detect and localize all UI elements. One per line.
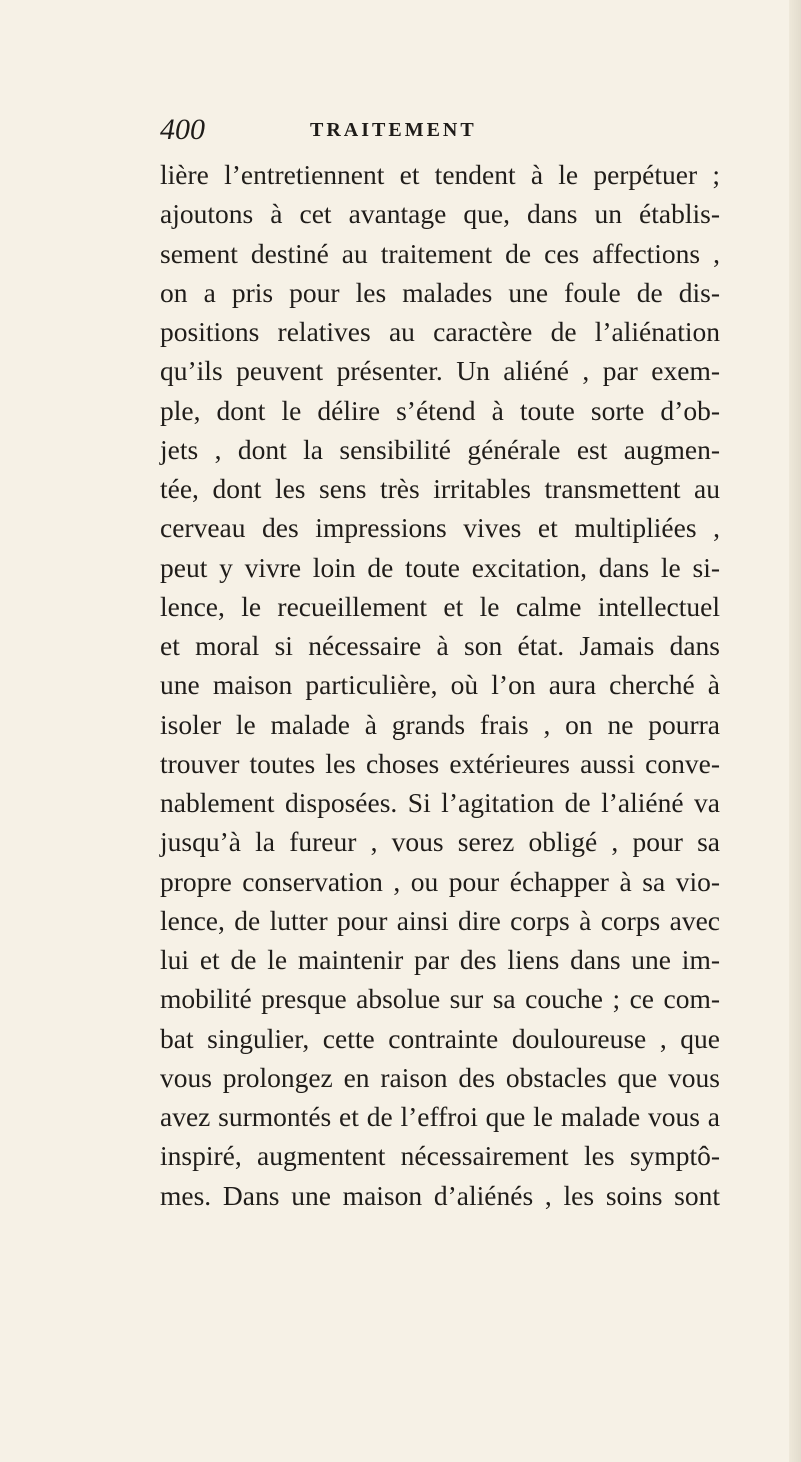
text-line: sement destiné au traitement de ces affections , xyxy=(160,237,720,269)
page-number: 400 xyxy=(160,113,205,146)
text-line: jets , dont la sensibilité générale est augmen- xyxy=(160,433,720,465)
text-line: bat singulier, cette contrainte douloureuse , que xyxy=(160,1022,720,1054)
page-edge xyxy=(789,0,801,1462)
text-line: tée, dont les sens très irritables transmettent au xyxy=(160,473,720,504)
text-line: avez surmontés et de l’effroi que le malade vous a xyxy=(160,1101,720,1132)
text-line: lence, de lutter pour ainsi dire corps à corps avec xyxy=(160,904,720,936)
text-line: vous prolongez en raison des obstacles que vous xyxy=(160,1061,720,1093)
text-line: positions relatives au caractère de l’aliénation xyxy=(160,316,720,347)
text-line: ajoutons à cet avantage que, dans un établis- xyxy=(160,198,720,230)
text-line: une maison particulière, où l’on aura cherché à xyxy=(160,669,720,701)
text-line: qu’ils peuvent présenter. Un aliéné , par exem- xyxy=(160,355,720,387)
text-line: propre conservation , ou pour échapper à sa vio- xyxy=(160,865,720,897)
text-line: lière l’entretiennent et tendent à le perpétuer ; xyxy=(160,159,720,190)
text-line: jusqu’à la fureur , vous serez obligé , pour sa xyxy=(160,826,720,858)
body-text xyxy=(160,155,720,1215)
text-line: inspiré, augmentent nécessairement les symptô- xyxy=(160,1140,720,1172)
text-line: trouver toutes les choses extérieures aussi conve- xyxy=(160,747,720,779)
text-line: peut y vivre loin de toute excitation, dans le si- xyxy=(160,551,720,583)
page-header xyxy=(160,110,720,150)
text-line: isoler le malade à grands frais , on ne pourra xyxy=(160,708,720,740)
text-line: lence, le recueillement et le calme intellectuel xyxy=(160,590,720,622)
running-head: TRAITEMENT xyxy=(310,119,477,141)
text-line: nablement disposées. Si l’agitation de l’aliéné va xyxy=(160,787,720,818)
text-line: on a pris pour les malades une foule de dis- xyxy=(160,276,720,308)
text-line: mobilité presque absolue sur sa couche ; ce com- xyxy=(160,983,720,1015)
text-line: cerveau des impressions vives et multipliées , xyxy=(160,512,720,544)
text-line: mes. Dans une maison d’aliénés , les soins sont xyxy=(160,1179,720,1211)
text-line: lui et de le maintenir par des liens dans une im- xyxy=(160,944,720,975)
text-line: ple, dont le délire s’étend à toute sorte d’ob- xyxy=(160,394,720,426)
text-line: et moral si nécessaire à son état. Jamais dans xyxy=(160,630,720,661)
